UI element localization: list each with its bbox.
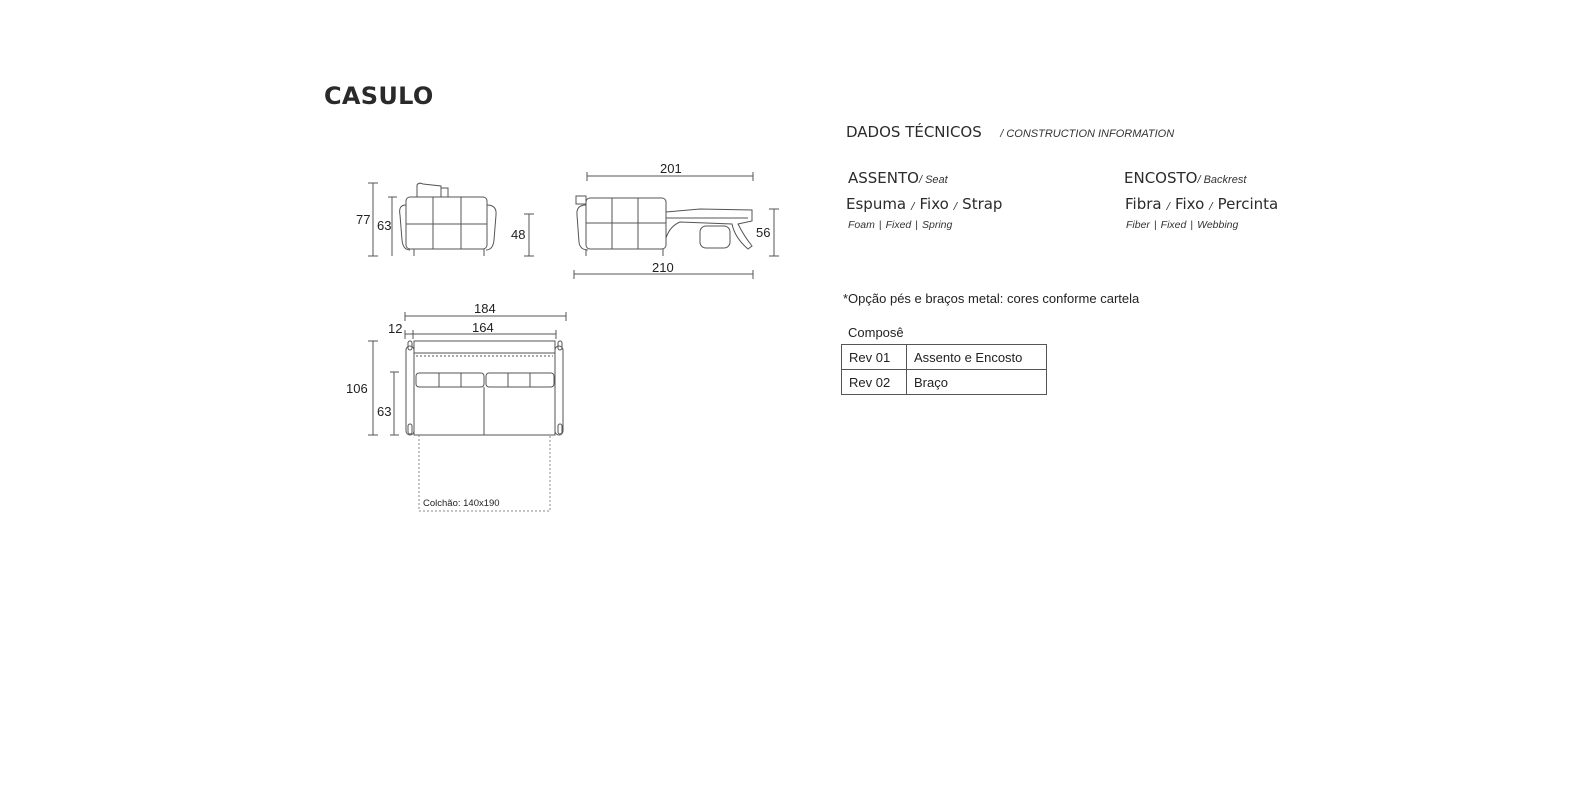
rev-code: Rev 02 xyxy=(842,370,907,395)
composition-label: Composê xyxy=(848,325,904,340)
seat-value-3: Strap xyxy=(962,195,1003,213)
dim-top-seat-depth: 63 xyxy=(377,404,392,419)
technical-header-subtitle: / CONSTRUCTION INFORMATION xyxy=(1000,128,1175,140)
seat-values: Espuma / Fixo / Strap xyxy=(846,195,1003,213)
bed-side-view-drawing xyxy=(574,172,779,279)
dim-side-total-height: 77 xyxy=(356,212,371,227)
mattress-label: Colchão: 140x190 xyxy=(423,498,500,509)
seat-value-en-1: Foam xyxy=(848,219,875,231)
backrest-label-row xyxy=(1124,169,1246,188)
top-view-drawing xyxy=(368,312,566,511)
backrest-values-en: Fiber | Fixed | Webbing xyxy=(1126,219,1239,231)
backrest-value-3: Percinta xyxy=(1217,195,1279,213)
backrest-values: Fibra / Fixo / Percinta xyxy=(1125,195,1279,213)
backrest-value-en-1: Fiber xyxy=(1126,219,1150,231)
dim-side-back-height: 63 xyxy=(377,218,392,233)
product-title: CASULO xyxy=(324,82,434,110)
technical-header xyxy=(846,123,1174,142)
dim-bed-height: 56 xyxy=(756,225,771,240)
seat-value-en-3: Spring xyxy=(922,219,953,231)
seat-label-en: / Seat xyxy=(918,174,948,186)
backrest-value-en-2: Fixed xyxy=(1160,219,1187,231)
metal-option-note: *Opção pés e braços metal: cores conforme cartela xyxy=(843,291,1140,306)
backrest-value-1: Fibra xyxy=(1125,195,1162,213)
rev-code: Rev 01 xyxy=(842,345,907,370)
seat-value-2: Fixo xyxy=(919,195,949,213)
backrest-label: ENCOSTO xyxy=(1124,169,1198,187)
backrest-value-en-3: Webbing xyxy=(1197,219,1239,231)
side-view-drawing xyxy=(368,183,534,256)
seat-values-en: Foam | Fixed | Spring xyxy=(848,219,953,231)
dim-top-inner-width: 164 xyxy=(472,320,494,335)
rev-description: Braço xyxy=(907,370,1047,395)
rev-description: Assento e Encosto xyxy=(907,345,1047,370)
dim-top-depth: 106 xyxy=(346,381,368,396)
dim-side-seat-height: 48 xyxy=(511,227,526,242)
table-row xyxy=(842,345,1047,370)
seat-value-1: Espuma xyxy=(846,195,907,213)
dim-bed-bottom-length: 210 xyxy=(652,260,674,275)
seat-label-row xyxy=(848,169,948,188)
seat-value-en-2: Fixed xyxy=(885,219,912,231)
dim-top-total-width: 184 xyxy=(474,301,496,316)
seat-label: ASSENTO xyxy=(848,169,919,187)
dim-top-arm-width: 12 xyxy=(388,321,403,336)
technical-header-title: DADOS TÉCNICOS xyxy=(846,123,982,141)
dim-bed-top-length: 201 xyxy=(660,161,682,176)
backrest-value-2: Fixo xyxy=(1174,195,1205,213)
backrest-label-en: / Backrest xyxy=(1197,174,1247,186)
table-row xyxy=(842,370,1047,395)
composition-table xyxy=(841,344,1047,395)
